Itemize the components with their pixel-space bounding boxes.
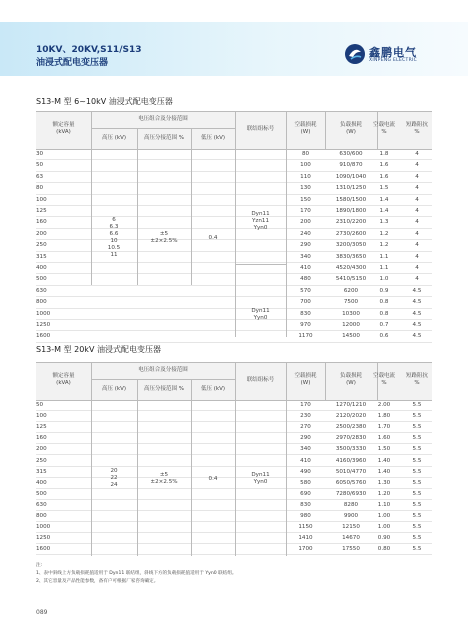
cell-cur: 0.8: [379, 299, 389, 306]
col-lv: 低压 (kV): [201, 135, 225, 141]
cell-cur: 1.6: [379, 173, 389, 180]
cell-load: 4160/3960: [335, 457, 367, 464]
cell-cap: 50: [36, 402, 44, 408]
cell-cur: 0.8: [379, 310, 389, 317]
cell-noload: 410: [300, 457, 311, 464]
t2-col-tap: 高压分接范围 %: [144, 386, 184, 392]
cell-cap: 800: [36, 299, 47, 306]
t1-tap-values: ±5 ±2×2.5%: [150, 231, 178, 244]
spec-table-20kv: [36, 362, 432, 556]
cell-noload: 340: [300, 253, 311, 260]
cell-cur: 1.20: [377, 490, 391, 497]
t2-col-hv: 高压 (kV): [102, 386, 126, 392]
cell-noload: 1410: [298, 535, 313, 542]
cell-cur: 1.50: [377, 446, 391, 453]
col-noload: 空载损耗 (W): [294, 122, 317, 135]
cell-load: 2970/2830: [335, 435, 367, 442]
cell-cur: 0.9: [379, 287, 389, 294]
cell-noload: 830: [300, 310, 311, 317]
cell-noload: 80: [301, 151, 310, 157]
cell-noload: 1170: [298, 333, 313, 340]
cell-load: 1270/1210: [335, 402, 367, 408]
cell-cur: 1.30: [377, 479, 391, 486]
cell-noload: 290: [300, 242, 311, 249]
table-row: [36, 444, 432, 455]
cell-noload: 980: [300, 513, 311, 519]
t2-col-conn: 联结组标号: [246, 377, 275, 383]
cell-load: 630/600: [339, 151, 363, 157]
cell-imp: 4: [415, 162, 419, 169]
cell-noload: 230: [300, 413, 311, 420]
table-row: [36, 172, 432, 183]
cell-cur: 2.00: [377, 402, 391, 408]
cell-cur: 1.2: [379, 230, 389, 237]
cell-cap: 1250: [36, 535, 51, 542]
cell-cur: 0.7: [379, 322, 389, 328]
cell-noload: 970: [300, 322, 311, 328]
cell-cap: 630: [36, 501, 47, 508]
cell-imp: 5.5: [412, 424, 422, 431]
cell-load: 2120/2020: [335, 413, 367, 420]
cell-cur: 1.10: [377, 501, 391, 508]
cell-noload: 580: [300, 479, 311, 486]
cell-imp: 4: [415, 208, 419, 214]
cell-cap: 500: [36, 490, 47, 497]
cell-cur: 1.2: [379, 242, 389, 249]
table-row: [36, 500, 432, 511]
notes-label: 注:: [36, 563, 43, 568]
table-row: [36, 149, 432, 160]
cell-load: 12000: [342, 322, 360, 328]
cell-load: 4520/4300: [335, 265, 367, 271]
cell-imp: 4: [415, 253, 419, 260]
table-row: [36, 183, 432, 194]
cell-load: 2730/2600: [335, 230, 367, 237]
note-1: 1、表中斜线上方负载损耗值适用于 Dyn11 联结组，斜线下方的负载损耗值适用于 Yyn0 联结组。: [36, 571, 237, 576]
cell-cur: 1.3: [379, 219, 389, 226]
table-row: [36, 544, 432, 555]
cell-cur: 1.1: [379, 265, 389, 271]
table-row: [36, 411, 432, 422]
cell-cap: 250: [36, 457, 47, 464]
cell-cap: 630: [36, 287, 47, 294]
cell-cur: 0.6: [379, 333, 389, 340]
cell-imp: 5.5: [412, 513, 422, 519]
t1-hv-values: 6 6.3 6.6 10 10.5 11: [107, 217, 121, 258]
footnotes: [36, 562, 237, 586]
cell-load: 1890/1800: [335, 208, 367, 214]
col-capacity: 额定容量 (kVA): [52, 122, 75, 135]
cell-load: 12150: [342, 524, 360, 531]
cell-load: 1090/1040: [335, 173, 367, 180]
table-row: [36, 320, 432, 331]
cell-cur: 1.1: [379, 253, 389, 260]
cell-noload: 100: [300, 162, 311, 169]
cell-imp: 5.5: [412, 535, 422, 542]
cell-noload: 570: [300, 287, 311, 294]
table-row: [36, 206, 432, 217]
cell-noload: 110: [300, 173, 311, 180]
cell-imp: 5.5: [412, 468, 422, 475]
cell-load: 3830/3650: [335, 253, 367, 260]
cell-load: 10300: [342, 310, 360, 317]
col-tap: 高压分接范围 %: [144, 135, 184, 141]
table-row: [36, 533, 432, 544]
cell-cap: 63: [36, 173, 44, 180]
cell-cap: 50: [36, 162, 44, 169]
t2-hv-values: 20 22 24: [110, 468, 118, 488]
cell-noload: 270: [300, 424, 311, 431]
cell-load: 1310/1250: [335, 185, 367, 192]
cell-cap: 1000: [36, 524, 51, 531]
col-voltage-group: 电压组合及分接范围: [138, 116, 188, 122]
cell-noload: 150: [300, 196, 311, 203]
cell-imp: 4.5: [412, 310, 422, 317]
cell-imp: 5.5: [412, 446, 422, 453]
cell-load: 7280/6930: [335, 490, 367, 497]
cell-load: 910/870: [339, 162, 363, 169]
col-hv: 高压 (kV): [102, 135, 126, 141]
cell-cap: 160: [36, 435, 47, 442]
col-load: 负载损耗 (W): [339, 122, 362, 135]
cell-load: 2500/2380: [335, 424, 367, 431]
cell-imp: 5.5: [412, 546, 422, 553]
cell-imp: 4.5: [412, 299, 422, 306]
cell-imp: 5.5: [412, 435, 422, 442]
table-row: [36, 489, 432, 500]
cell-load: 2310/2200: [335, 219, 367, 226]
cell-cur: 1.4: [379, 196, 389, 203]
cell-cap: 125: [36, 424, 47, 431]
page-title-line2: 油浸式配电变压器: [36, 58, 109, 68]
cell-load: 5010/4770: [335, 468, 367, 475]
cell-noload: 410: [300, 265, 311, 271]
cell-noload: 170: [300, 208, 311, 214]
cell-cur: 1.40: [377, 468, 391, 475]
cell-imp: 4: [415, 219, 419, 226]
cell-imp: 4: [415, 276, 419, 283]
cell-imp: 5.5: [412, 524, 422, 531]
cell-imp: 4.5: [412, 322, 422, 328]
cell-load: 3500/3330: [335, 446, 367, 453]
table-row: [36, 522, 432, 533]
cell-cur: 0.80: [377, 546, 391, 553]
table-row: [36, 160, 432, 171]
t2-col-current: 空载电流 %: [372, 373, 395, 386]
table2-title: S13-M 型 20kV 油浸式配电变压器: [36, 345, 161, 354]
table-row: [36, 274, 432, 285]
cell-cap: 1600: [36, 546, 51, 553]
cell-load: 14670: [342, 535, 360, 542]
t1-conn-b: Dyn11 Yyn0: [251, 308, 270, 321]
cell-cap: 125: [36, 208, 47, 214]
table-row: [36, 400, 432, 411]
cell-noload: 170: [300, 402, 311, 408]
cell-load: 17550: [342, 546, 360, 553]
page-number: 089: [36, 609, 48, 616]
t2-tap-values: ±5 ±2×2.5%: [150, 472, 178, 485]
cell-cap: 315: [36, 468, 47, 475]
cell-noload: 480: [300, 276, 311, 283]
t2-col-noload: 空载损耗 (W): [294, 373, 317, 386]
table-row: [36, 433, 432, 444]
cell-cur: 1.40: [377, 457, 391, 464]
cell-cur: 1.80: [377, 413, 391, 420]
cell-cap: 200: [36, 446, 47, 453]
cell-cap: 80: [36, 185, 44, 192]
cell-imp: 4.5: [412, 333, 422, 340]
t2-conn: Dyn11 Yyn0: [251, 472, 270, 485]
cell-imp: 5.5: [412, 501, 422, 508]
cell-cur: 1.00: [377, 513, 391, 519]
t2-col-load: 负载损耗 (W): [339, 373, 362, 386]
col-current: 空载电流 %: [372, 122, 395, 135]
page-title: [36, 44, 142, 70]
table-row: [36, 309, 432, 320]
cell-load: 6200: [343, 287, 359, 294]
cell-imp: 5.5: [412, 479, 422, 486]
table-row: [36, 263, 432, 274]
cell-cur: 1.8: [379, 151, 389, 157]
cell-imp: 5.5: [412, 402, 422, 408]
cell-cap: 315: [36, 253, 47, 260]
t1-lv-values: 0.4: [208, 235, 218, 241]
cell-cap: 1250: [36, 322, 51, 328]
logo-text-cn: 鑫鹏电气: [369, 46, 417, 59]
cell-imp: 4.5: [412, 287, 422, 294]
cell-load: 1580/1500: [335, 196, 367, 203]
cell-imp: 4: [415, 196, 419, 203]
col-impedance: 短路阻抗 %: [405, 122, 428, 135]
cell-noload: 1150: [298, 524, 313, 531]
cell-imp: 4: [415, 151, 419, 157]
cell-cap: 400: [36, 479, 47, 486]
note-2: 2、其它容量及产品性能参数，备有户可根据厂家咨询确定。: [36, 579, 159, 584]
table-row: [36, 286, 432, 297]
t2-col-capacity: 额定容量 (kVA): [52, 373, 75, 386]
cell-cur: 1.60: [377, 435, 391, 442]
cell-cur: 1.6: [379, 162, 389, 169]
cell-load: 14500: [342, 333, 360, 340]
table-row: [36, 297, 432, 308]
cell-cap: 30: [36, 151, 44, 157]
cell-cur: 0.90: [377, 535, 391, 542]
table-row: [36, 331, 432, 342]
table-row: [36, 511, 432, 522]
cell-imp: 4: [415, 185, 419, 192]
cell-noload: 130: [300, 185, 311, 192]
cell-noload: 690: [300, 490, 311, 497]
cell-load: 5410/5150: [335, 276, 367, 283]
cell-imp: 5.5: [412, 490, 422, 497]
cell-cur: 1.5: [379, 185, 389, 192]
table-row: [36, 195, 432, 206]
cell-noload: 340: [300, 446, 311, 453]
t2-col-voltage-group: 电压组合及分接范围: [138, 367, 188, 373]
page-title-line1: 10KV、20KV,S11/S13: [36, 45, 142, 55]
cell-load: 6050/5760: [335, 479, 367, 486]
spec-table-10kv: [36, 111, 432, 340]
cell-cur: 1.70: [377, 424, 391, 431]
cell-cap: 250: [36, 242, 47, 249]
cell-cap: 200: [36, 230, 47, 237]
table-row: [36, 456, 432, 467]
cell-cap: 800: [36, 513, 47, 519]
cell-imp: 4: [415, 230, 419, 237]
cell-noload: 830: [300, 501, 311, 508]
table-row: [36, 422, 432, 433]
cell-cur: 1.00: [377, 524, 391, 531]
cell-imp: 4: [415, 242, 419, 249]
t2-col-impedance: 短路阻抗 %: [405, 373, 428, 386]
t1-conn-a: Dyn11 Yzn11 Yyn0: [251, 211, 270, 231]
cell-imp: 4: [415, 173, 419, 180]
cell-noload: 200: [300, 219, 311, 226]
cell-cap: 100: [36, 413, 47, 420]
cell-cap: 400: [36, 265, 47, 271]
cell-imp: 5.5: [412, 413, 422, 420]
cell-noload: 240: [300, 230, 311, 237]
cell-cap: 100: [36, 196, 47, 203]
cell-noload: 1700: [298, 546, 313, 553]
cell-load: 3200/3050: [335, 242, 367, 249]
table1-title: S13-M 型 6~10kV 油浸式配电变压器: [36, 97, 173, 106]
cell-cap: 1000: [36, 310, 51, 317]
t2-col-lv: 低压 (kV): [201, 386, 225, 392]
cell-imp: 4: [415, 265, 419, 271]
cell-load: 7500: [343, 299, 359, 306]
cell-cap: 1600: [36, 333, 51, 340]
cell-load: 8280: [343, 501, 359, 508]
cell-cur: 1.4: [379, 208, 389, 214]
company-logo: [344, 41, 444, 71]
logo-text-en: XINPENG ELECTRIC: [369, 58, 418, 63]
cell-load: 9900: [343, 513, 359, 519]
cell-cur: 1.0: [379, 276, 389, 283]
cell-noload: 700: [300, 299, 311, 306]
t2-lv-values: 0.4: [208, 476, 218, 482]
cell-noload: 490: [300, 468, 311, 475]
cell-noload: 290: [300, 435, 311, 442]
cell-cap: 500: [36, 276, 47, 283]
logo-mark-icon: [344, 43, 366, 65]
col-conn: 联结组标号: [246, 126, 275, 132]
cell-imp: 5.5: [412, 457, 422, 464]
cell-cap: 160: [36, 219, 47, 226]
